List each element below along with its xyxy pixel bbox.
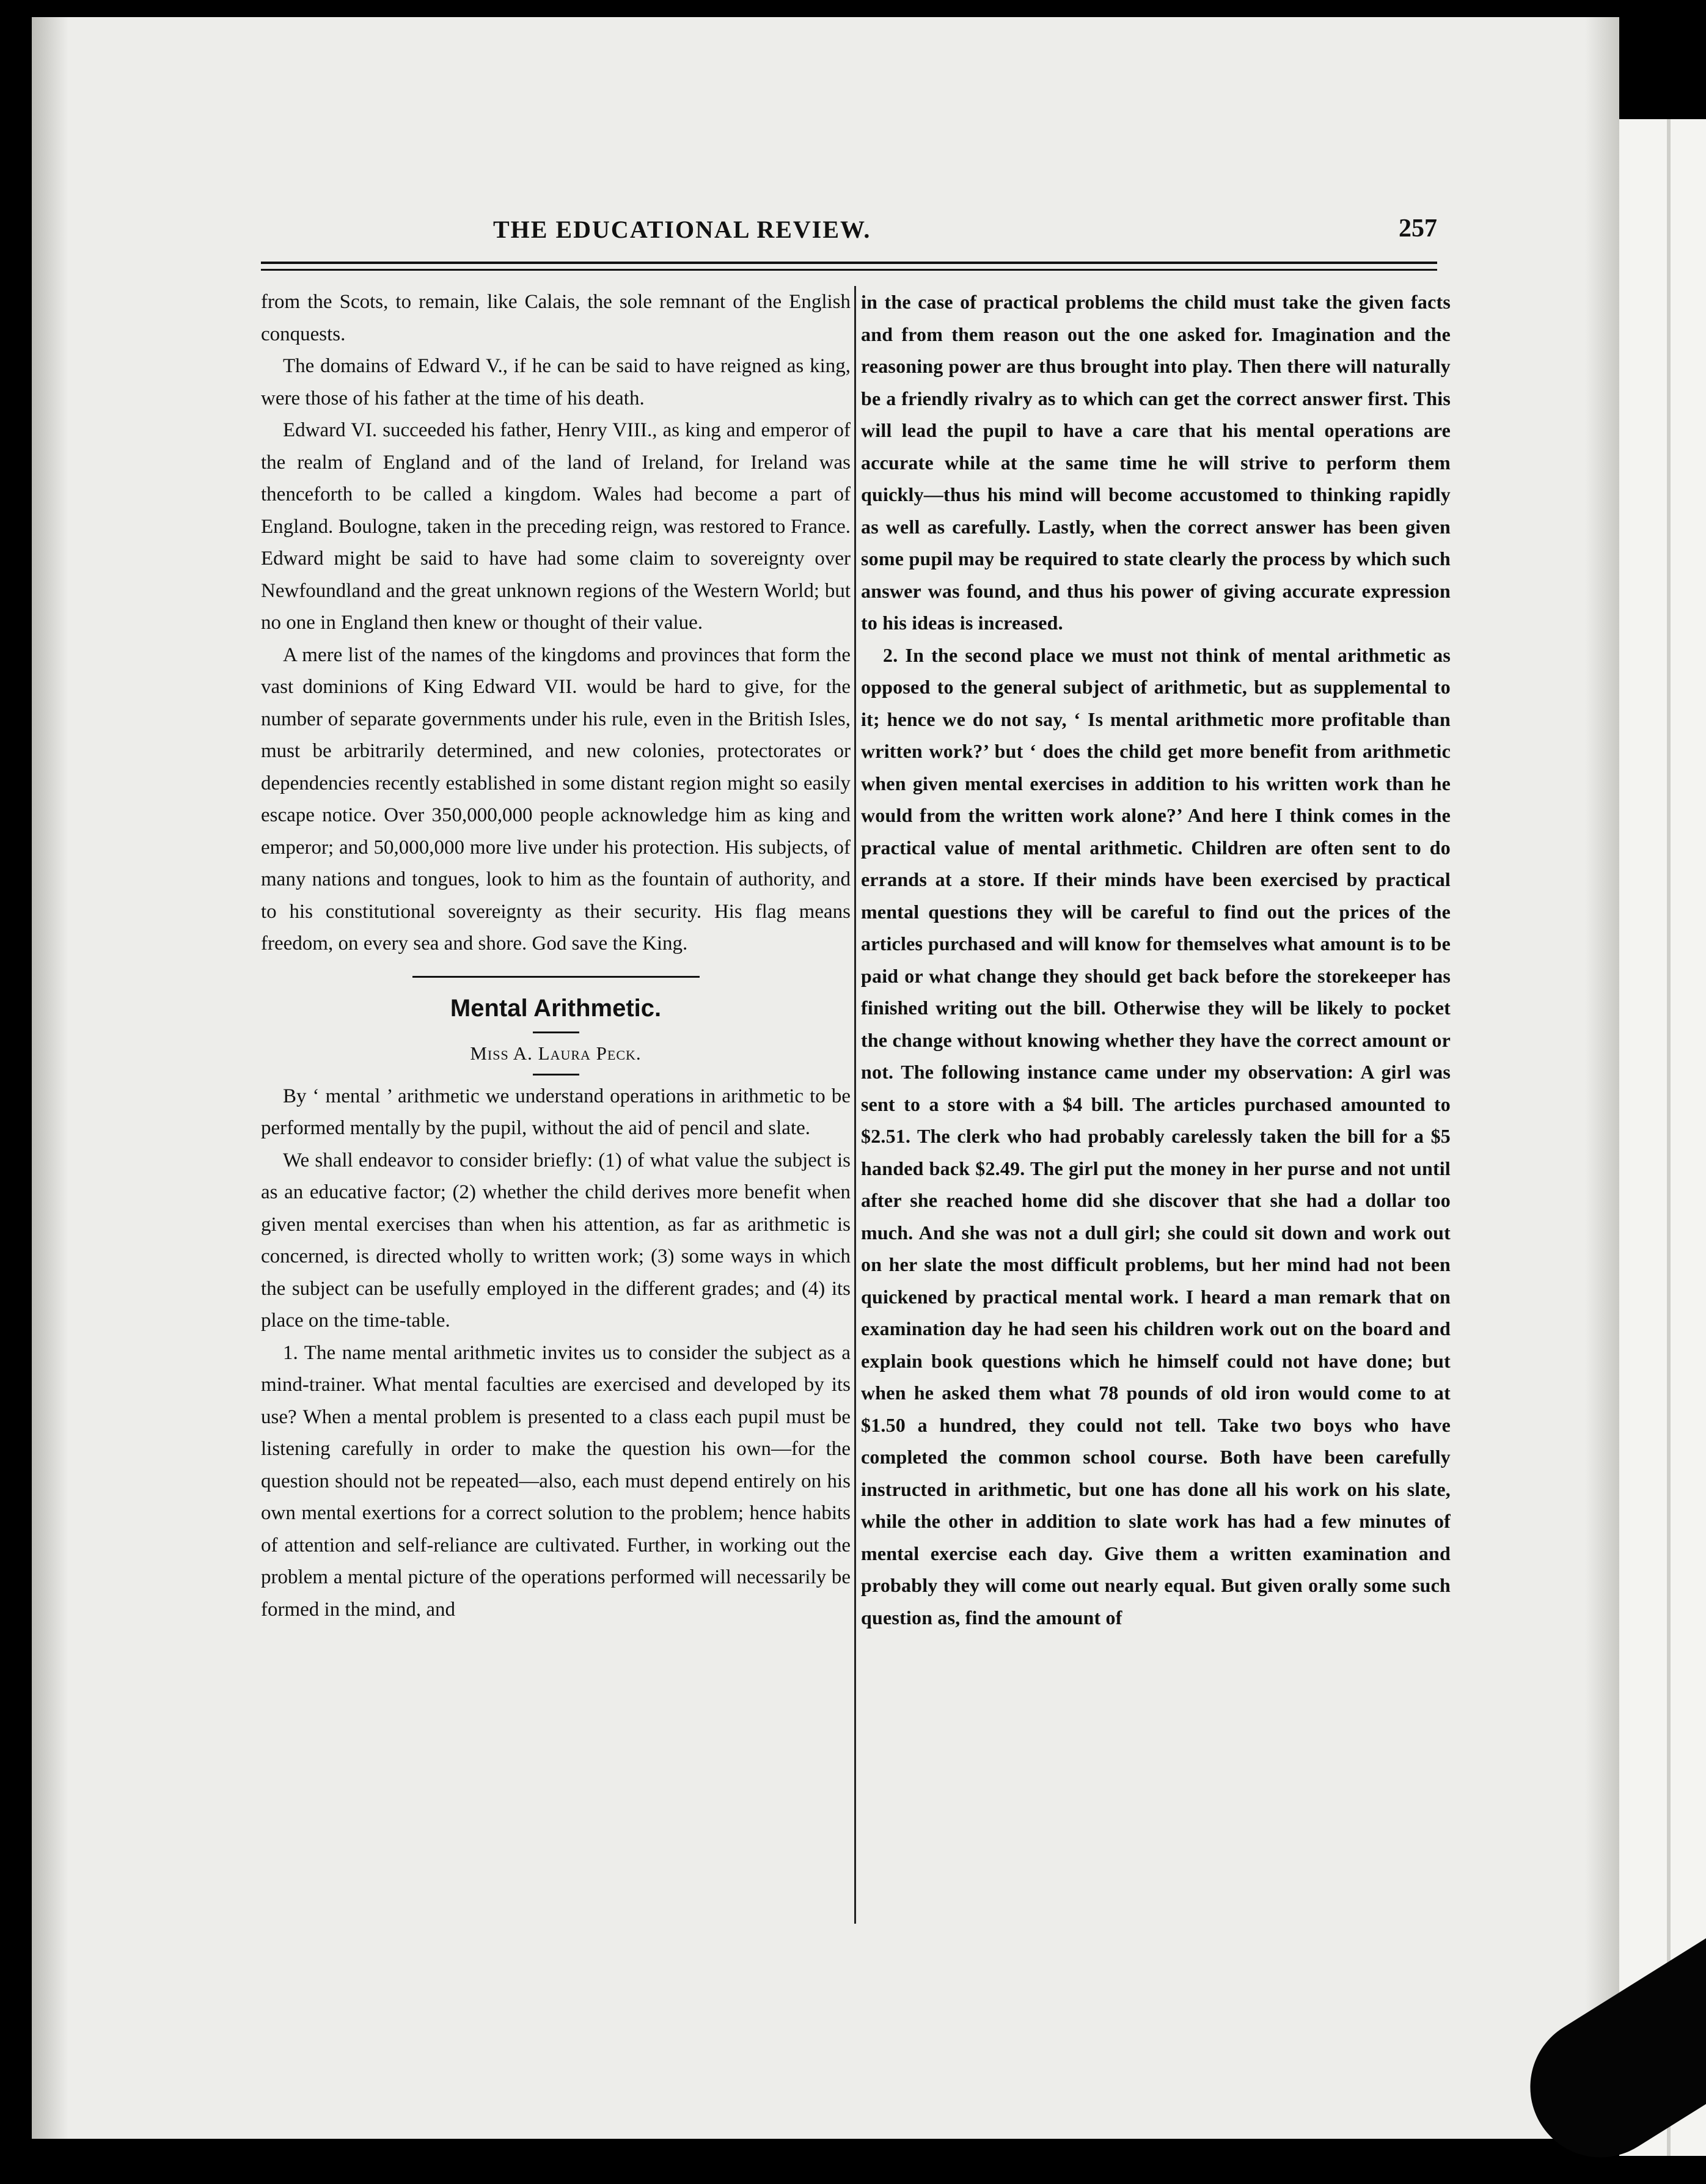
byline-rule <box>533 1074 579 1076</box>
title-rule <box>533 1032 579 1033</box>
header-rule-bottom <box>261 269 1437 271</box>
header-rule-top <box>261 262 1437 264</box>
left-column <box>261 286 851 1948</box>
paragraph: from the Scots, to remain, like Calais, the sole remnant of the English conquests. <box>261 291 851 345</box>
page-edge-shadow <box>1585 17 1619 2139</box>
article-title: Mental Arithmetic. <box>450 994 662 1022</box>
column-divider <box>854 286 856 1924</box>
paragraph: The domains of Edward V., if he can be said to have reigned as king, were those of his father at the time of his death. <box>261 355 851 409</box>
paragraph: Edward VI. succeeded his father, Henry VIII., as king and emperor of the realm of England and of the land of Ireland, for Ireland was thenceforth to be called a kingdom. Wales had become a part of England. Boulogne, taken in the preceding reign, was restored to France. Edward might be said to have had some claim to sovereignty over Newfoundland and the great unknown regions of the Western World; but no one in England then knew or thought of their value. <box>261 419 851 634</box>
right-column <box>861 286 1451 1948</box>
next-page-edge-line <box>1667 119 1671 2156</box>
paragraph: 2. In the second place we must not think of mental arithmetic as opposed to the general subject of arithmetic, but as supplemental to it; hence we do not say, ‘ Is mental arithmetic more profitable than written work?’ but ‘ does the child get more benefit from arithmetic when given mental exercises in addition to his written work than he would from the written work alone?’ And here I think comes in the practical value of mental arithmetic. Children are often sent to do errands at a store. If their minds have been exercised by practical mental questions they will be careful to find out the prices of the articles purchased and will know for themselves what amount is to be paid or what change they should get back before the storekeeper has finished writing out the bill. Otherwise they will be likely to pocket the change without knowing whether they have the correct amount or not. The following instance came under my observation: A girl was sent to a store with a $4 bill. The articles purchased amounted to $2.51. The clerk who had probably carelessly taken the bill for a $5 handed back $2.49. The girl put the money in her purse and not until after she reached home did she discover that she had a dollar too much. And she was not a dull girl; she could sit down and work out on her slate the most difficult problems, but her mind had not been quickened by practical mental work. I heard a man remark that on examination day he had seen his children work out on the board and explain book questions which he himself could not have done; but when he asked them what 78 pounds of old iron would come to at $1.50 a hundred, they could not tell. Take two boys who have completed the common school course. Both have been carefully instructed in arithmetic, but one has done all his work on his slate, while the other in addition to slate work has had a few minutes of mental exercise each day. Give them a written examination and probably they will come out nearly equal. But given orally some such question as, find the amount of <box>861 643 1451 1629</box>
paragraph: By ‘ mental ’ arithmetic we understand operations in arithmetic to be performed mentally by the pupil, without the aid of pencil and slate. <box>261 1085 851 1139</box>
paragraph: A mere list of the names of the kingdoms and provinces that form the vast dominions of King Edward VII. would be hard to give, for the number of separate governments under his rule, even in the British Isles, must be arbitrarily determined, and new colonies, protectorates or dependencies recently established in some distant region might so easily escape notice. Over 350,000,000 people acknowledge him as king and emperor; and 50,000,000 more live under his protection. His subjects, of many nations and tongues, look to him as the fountain of authority, and to his constitutional sovereignty as their security. His flag means freedom, on every sea and shore. God save the King. <box>261 643 851 955</box>
scanned-page <box>32 17 1619 2139</box>
section-divider <box>412 976 700 978</box>
article-byline: Miss A. Laura Peck. <box>470 1042 642 1064</box>
page-number: 257 <box>1399 214 1437 243</box>
paragraph: We shall endeavor to consider briefly: (1) of what value the subject is as an educative factor; (2) whether the child derives more benefit when given mental exercises than when his attention, as far as arithmetic is concerned, is directed wholly to written work; (3) some ways in which the subject can be usefully employed in the different grades; and (4) its place on the time-table. <box>261 1149 851 1332</box>
page-binding-shadow <box>32 17 68 2139</box>
running-head: THE EDUCATIONAL REVIEW. <box>493 216 871 243</box>
page-header <box>261 211 1437 254</box>
paragraph: in the case of practical problems the child must take the given facts and from them reason out the one asked for. Imagination and the reasoning power are thus brought into play. Then there will naturally be a friendly rivalry as to which can get the correct answer first. This will lead the pupil to have a care that his mental operations are accurate while at the same time he will strive to perform them quickly—thus his mind will become accustomed to thinking rapidly as well as carefully. Lastly, when the correct answer has been given some pupil may be required to state clearly the process by which such answer was found, and thus his power of giving accurate expression to his ideas is increased. <box>861 291 1451 634</box>
next-page-edge <box>1619 119 1706 2156</box>
paragraph: 1. The name mental arithmetic invites us to consider the subject as a mind-trainer. What mental faculties are exercised and developed by its use? When a mental problem is presented to a class each pupil must be listening carefully in order to make the question his own—for the question should not be repeated—also, each must depend entirely on his own mental exertions for a correct solution to the problem; hence habits of attention and self-reliance are cultivated. Further, in working out the problem a mental picture of the operations performed will necessarily be formed in the mind, and <box>261 1341 851 1621</box>
